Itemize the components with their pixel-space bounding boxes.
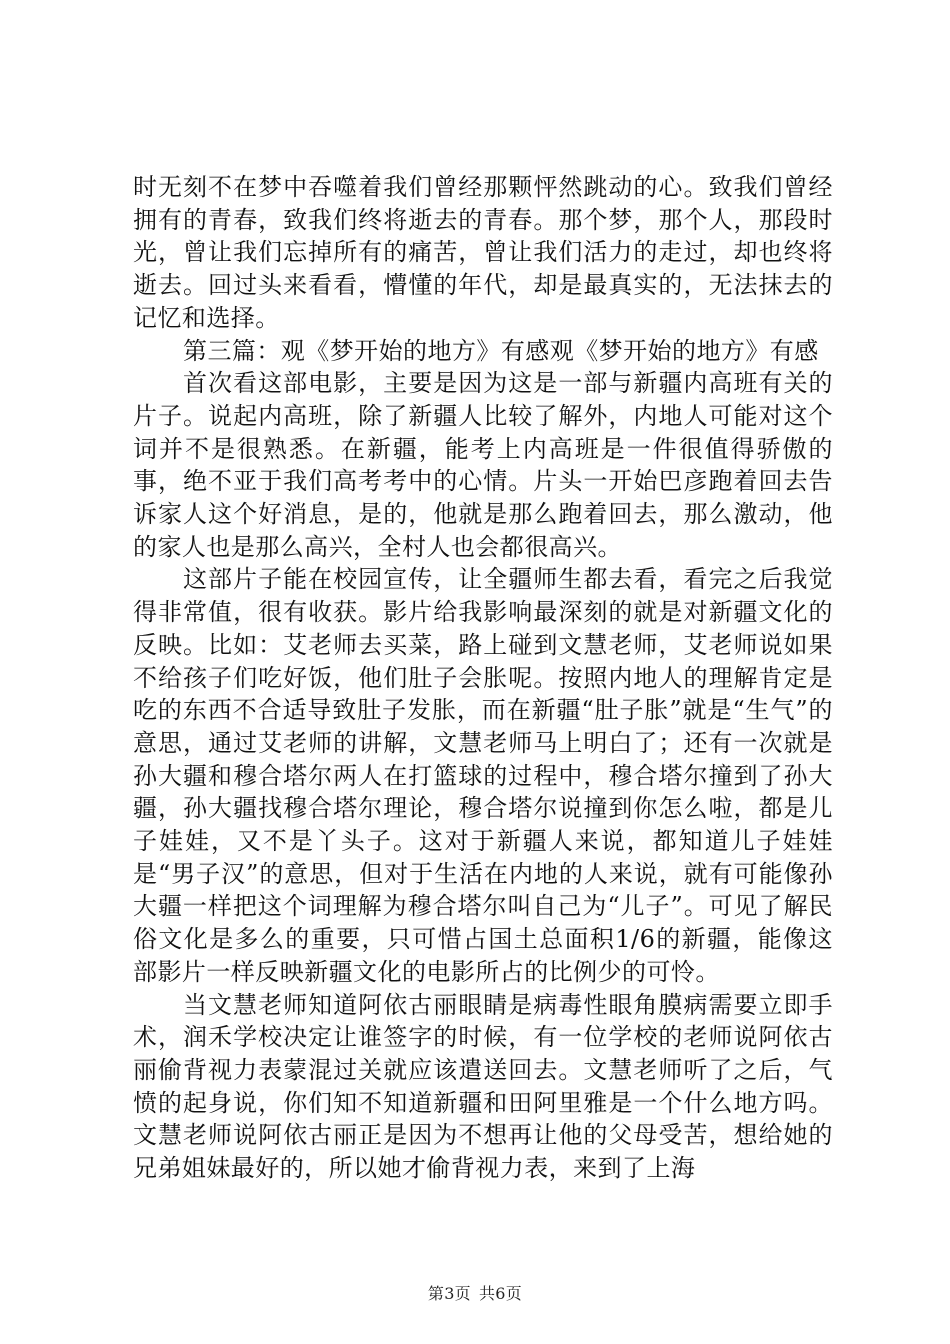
page-number: 第3页 (427, 1284, 471, 1303)
page-footer (0, 1281, 950, 1304)
paragraph-1: 时无刻不在梦中吞噬着我们曾经那颗怦然跳动的心。致我们曾经拥有的青春，致我们终将逝去的青春。那个梦，那个人，那段时光，曾让我们忘掉所有的痛苦，曾让我们活力的走过，却也终将逝去。回过头来看看，懵懂的年代，却是最真实的，无法抹去的记忆和选择。 (133, 173, 833, 332)
paragraph-3: 这部片子能在校园宣传，让全疆师生都去看，看完之后我觉得非常值，很有收获。影片给我影响最深刻的就是对新疆文化的反映。比如：艾老师去买菜，路上碰到文慧老师，艾老师说如果不给孩子们吃好饭，他们肚子会胀呢。按照内地人的理解肯定是吃的东西不合适导致肚子发胀，而在新疆“肚子胀”就是“生气”的意思，通过艾老师的讲解，文慧老师马上明白了；还有一次就是孙大疆和穆合塔尔两人在打篮球的过程中，穆合塔尔撞到了孙大疆，孙大疆找穆合塔尔理论，穆合塔尔说撞到你怎么啦，都是儿子娃娃，又不是丫头子。这对于新疆人来说，都知道儿子娃娃是“男子汉”的意思，但对于生活在内地的人来说，就有可能像孙大疆一样把这个词理解为穆合塔尔叫自己为“儿子”。可见了解民俗文化是多么的重要，只可惜占国土总面积1/6的新疆，能像这部影片一样反映新疆文化的电影所占的比例少的可怜。 (133, 565, 833, 986)
paragraph-2: 首次看这部电影，主要是因为这是一部与新疆内高班有关的片子。说起内高班，除了新疆人比较了解外，内地人可能对这个词并不是很熟悉。在新疆，能考上内高班是一件很值得骄傲的事，绝不亚于我们高考考中的心情。片头一开始巴彦跑着回去告诉家人这个好消息，是的，他就是那么跑着回去，那么激动，他的家人也是那么高兴，全村人也会都很高兴。 (133, 369, 833, 561)
section-heading: 第三篇：观《梦开始的地方》有感观《梦开始的地方》有感 (183, 336, 819, 365)
document-body (133, 171, 833, 1185)
page-total: 共6页 (479, 1284, 523, 1303)
paragraph-4: 当文慧老师知道阿依古丽眼睛是病毒性眼角膜病需要立即手术，润禾学校决定让谁签字的时候，有一位学校的老师说阿依古丽偷背视力表蒙混过关就应该遣送回去。文慧老师听了之后，气愤的起身说，你们知不知道新疆和田阿里雅是一个什么地方吗。文慧老师说阿依古丽正是因为不想再让他的父母受苦，想给她的兄弟姐妹最好的，所以她才偷背视力表，来到了上海 (133, 990, 833, 1183)
